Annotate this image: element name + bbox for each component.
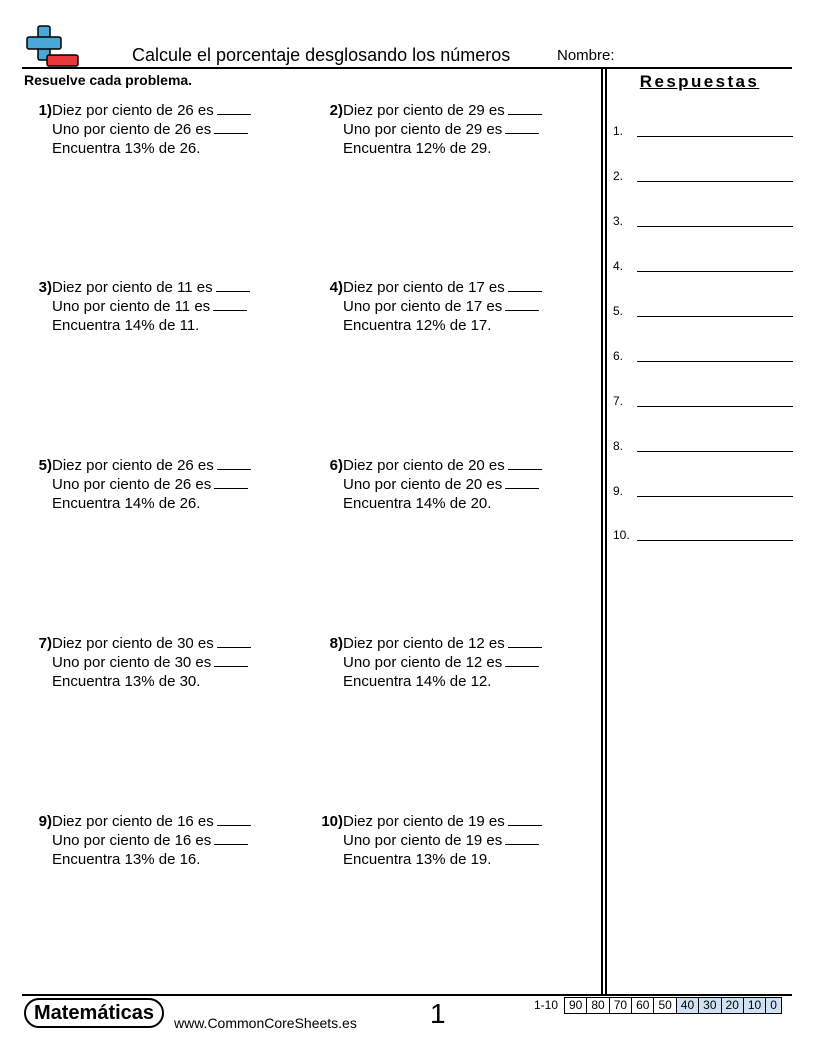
problem-text: Encuentra 13% de 26. [52, 140, 201, 157]
answer-blank[interactable] [505, 310, 539, 311]
answer-blank[interactable] [508, 114, 542, 115]
answer-blank[interactable] [214, 488, 248, 489]
answer-number: 6. [613, 349, 624, 363]
problem-text: Encuentra 12% de 17. [343, 317, 492, 334]
answer-row [613, 304, 793, 320]
answer-blank[interactable] [214, 133, 248, 134]
score-range-label: 1-10 [534, 998, 559, 1012]
problem [313, 634, 603, 714]
problem-text: Diez por ciento de 29 es [343, 102, 505, 119]
problem-text: Diez por ciento de 26 es [52, 102, 214, 119]
problem-text: Diez por ciento de 20 es [343, 457, 505, 474]
answer-row [613, 214, 793, 230]
answer-row [613, 439, 793, 455]
answer-line[interactable] [637, 271, 793, 272]
score-cell: 60 [631, 998, 653, 1013]
answer-line[interactable] [637, 540, 793, 541]
problem-number: 2) [329, 102, 343, 119]
problem [313, 101, 603, 181]
answers-title: Respuestas [639, 72, 760, 91]
problem-text: Uno por ciento de 11 es [52, 298, 211, 315]
score-cell: 80 [586, 998, 608, 1013]
problem-number: 1) [38, 102, 52, 119]
problem-text: Uno por ciento de 19 es [343, 832, 503, 849]
answer-line[interactable] [637, 226, 793, 227]
score-cell: 30 [698, 998, 720, 1013]
plus-minus-logo-icon [22, 24, 80, 68]
brand-badge: Matemáticas [24, 998, 164, 1028]
answer-row [613, 259, 793, 275]
problem [313, 456, 603, 536]
problem-text: Uno por ciento de 17 es [343, 298, 503, 315]
answer-blank[interactable] [217, 114, 251, 115]
answer-number: 9. [613, 484, 624, 498]
answer-number: 3. [613, 214, 624, 228]
problem-number: 3) [38, 279, 52, 296]
answer-blank[interactable] [508, 825, 542, 826]
column-divider [605, 68, 607, 994]
answer-line[interactable] [637, 496, 793, 497]
problem-number: 5) [38, 457, 52, 474]
answer-blank[interactable] [214, 844, 248, 845]
problem [313, 812, 603, 892]
answer-line[interactable] [637, 361, 793, 362]
problem-text: Diez por ciento de 26 es [52, 457, 214, 474]
answer-row [613, 528, 793, 544]
problem-text: Encuentra 14% de 11. [52, 317, 200, 334]
score-cell: 0 [765, 998, 781, 1013]
answer-blank[interactable] [217, 469, 251, 470]
answer-number: 8. [613, 439, 624, 453]
answer-blank[interactable] [505, 488, 539, 489]
footer-divider [22, 994, 792, 996]
problem-text: Diez por ciento de 30 es [52, 635, 214, 652]
problem-number: 6) [329, 457, 343, 474]
website-link[interactable]: www.CommonCoreSheets.es [174, 1015, 357, 1031]
answer-row [613, 394, 793, 410]
problem-text: Diez por ciento de 11 es [52, 279, 213, 296]
page-number: 1 [430, 998, 446, 1029]
answer-line[interactable] [637, 181, 793, 182]
problem [22, 101, 312, 181]
problem-number: 7) [38, 635, 52, 652]
problem-number: 4) [329, 279, 343, 296]
problem-text: Uno por ciento de 20 es [343, 476, 503, 493]
answer-row [613, 349, 793, 365]
problem-text: Encuentra 13% de 30. [52, 673, 201, 690]
problem-text: Uno por ciento de 26 es [52, 121, 212, 138]
problem [313, 278, 603, 358]
answer-row [613, 124, 793, 140]
answer-line[interactable] [637, 451, 793, 452]
answer-blank[interactable] [508, 647, 542, 648]
score-cell: 20 [721, 998, 743, 1013]
answer-blank[interactable] [505, 666, 539, 667]
answer-line[interactable] [637, 406, 793, 407]
answer-line[interactable] [637, 316, 793, 317]
problem-text: Encuentra 14% de 20. [343, 495, 492, 512]
answer-blank[interactable] [216, 291, 250, 292]
problem-text: Uno por ciento de 12 es [343, 654, 503, 671]
problem-text: Diez por ciento de 17 es [343, 279, 505, 296]
answer-blank[interactable] [214, 666, 248, 667]
problem [22, 456, 312, 536]
score-cell: 40 [676, 998, 698, 1013]
answer-blank[interactable] [505, 844, 539, 845]
score-cell: 50 [653, 998, 675, 1013]
answer-blank[interactable] [213, 310, 247, 311]
header-divider [22, 67, 792, 69]
answer-number: 2. [613, 169, 624, 183]
problem-number: 9) [38, 813, 52, 830]
answer-blank[interactable] [508, 291, 542, 292]
answer-row [613, 484, 793, 500]
problem [22, 812, 312, 892]
problem [22, 634, 312, 714]
problem-text: Uno por ciento de 16 es [52, 832, 212, 849]
answer-blank[interactable] [508, 469, 542, 470]
problem-number: 10) [321, 813, 343, 830]
problem-text: Encuentra 13% de 19. [343, 851, 492, 868]
score-cell: 90 [569, 998, 583, 1012]
answer-number: 1. [613, 124, 624, 138]
problem-text: Encuentra 13% de 16. [52, 851, 201, 868]
score-cell: 10 [743, 998, 765, 1013]
answer-line[interactable] [637, 136, 793, 137]
problem-text: Encuentra 14% de 12. [343, 673, 492, 690]
answer-number: 4. [613, 259, 624, 273]
answer-number: 7. [613, 394, 624, 408]
problem [22, 278, 312, 358]
score-table [564, 997, 782, 1014]
problem-text: Uno por ciento de 26 es [52, 476, 212, 493]
problem-text: Uno por ciento de 29 es [343, 121, 503, 138]
answer-number: 10. [613, 528, 630, 542]
problem-text: Encuentra 12% de 29. [343, 140, 492, 157]
instructions: Resuelve cada problema. [24, 72, 193, 88]
problem-text: Diez por ciento de 16 es [52, 813, 214, 830]
name-label: Nombre: [557, 47, 615, 64]
answer-row [613, 169, 793, 185]
problem-text: Diez por ciento de 12 es [343, 635, 505, 652]
problem-text: Encuentra 14% de 26. [52, 495, 201, 512]
problem-number: 8) [329, 635, 343, 652]
score-cell: 70 [609, 998, 631, 1013]
problem-text: Diez por ciento de 19 es [343, 813, 505, 830]
answer-number: 5. [613, 304, 624, 318]
answer-blank[interactable] [217, 647, 251, 648]
answer-blank[interactable] [217, 825, 251, 826]
page-title: Calcule el porcentaje desglosando los números [132, 45, 511, 65]
problem-text: Uno por ciento de 30 es [52, 654, 212, 671]
answer-blank[interactable] [505, 133, 539, 134]
